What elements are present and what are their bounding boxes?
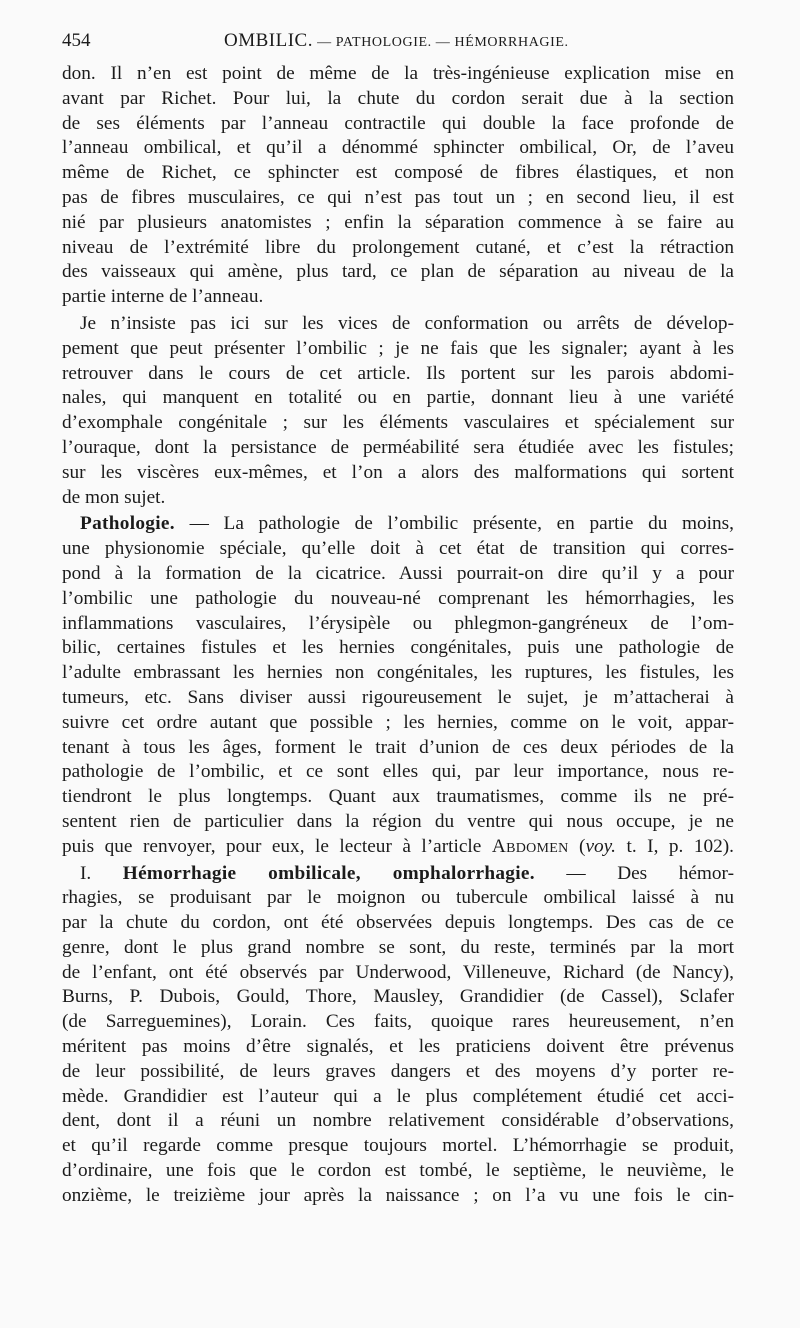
section-heading: Pathologie. (80, 513, 175, 535)
text-line: onzième, le treizième jour après la naissance ; on l’a vu une fois le cin- (62, 1184, 734, 1206)
section-number: I. (80, 862, 123, 884)
text-line: Burns, P. Dubois, Gould, Thore, Mausley, Grandidier (de Cassel), Sclafer (62, 986, 734, 1008)
text-line: tiendront le plus longtemps. Quant aux traumatismes, comme ils ne pré- (62, 786, 734, 808)
paragraph-hemorrhagie (62, 862, 734, 1209)
text-line: Je n’insiste pas ici sur les vices de conformation ou arrêts de dévelop- (80, 312, 734, 334)
text-line: l’anneau ombilical, et qu’il a dénommé sphincter ombilical, Or, de l’aveu (62, 137, 734, 159)
heading-rest: — Des hémor- (534, 862, 734, 884)
text-fragment: puis que renvoyer, pour eux, le lecteur à l’article (62, 835, 492, 857)
paragraph-pathologie (62, 512, 734, 859)
text-line: inflammations vasculaires, l’érysipèle ou phlegmon-gangréneux de l’om- (62, 612, 734, 634)
text-line: d’exomphale congénitale ; sur les éléments vasculaires et spécialement sur (62, 412, 734, 434)
text-line: pond à la formation de la cicatrice. Aussi pourrait-on dire qu’il y a pour (62, 562, 734, 584)
text-line: de mon sujet. (62, 486, 166, 508)
text-line: d’ordinaire, une fois que le cordon est tombé, le septième, le neuvième, le (62, 1160, 734, 1182)
text-line: l’ouraque, dont la persistance de perméabilité sera étudiée avec les fistules; (62, 436, 734, 458)
text-line: de l’enfant, ont été observés par Underwood, Villeneuve, Richard (de Nancy), (62, 961, 734, 983)
text-fragment: t. I, p. 102). (615, 835, 734, 857)
running-title (224, 30, 569, 52)
page-number: 454 (62, 30, 91, 51)
text-line: tenant à tous les âges, forment le trait d’union de ces deux périodes de la (62, 736, 734, 758)
paragraph-1 (62, 62, 734, 310)
text-line: retrouver dans le cours de cet article. Ils portent sur les parois abdomi- (62, 362, 734, 384)
text-line: dent, dont il a réuni un nombre relativement considérable d’observations, (62, 1110, 734, 1132)
text-line: même de Richet, ce sphincter est composé de fibres élastiques, et non (62, 162, 734, 184)
text-line: genre, dont le plus grand nombre se sont, du reste, terminés par la mort (62, 936, 734, 958)
text-line: l’adulte embrassant les hernies non congénitales, les ruptures, les fistules, les (62, 662, 734, 684)
text-line: pement que peut présenter l’ombilic ; je ne fais que les signaler; ayant à les (62, 337, 734, 359)
text-line: sentent rien de particulier dans la région du ventre qui nous occupe, je ne (62, 810, 734, 832)
running-title-rest: — PATHOLOGIE. — HÉMORRHAGIE. (312, 35, 569, 50)
running-title-main: OMBILIC. (224, 30, 313, 51)
body-text (62, 62, 734, 1209)
text-line (62, 835, 734, 860)
text-line: rhagies, se produisant par le moignon ou tubercule ombilical laissé à nu (62, 887, 734, 909)
text-line: pathologie de l’ombilic, et ce sont elles qui, par leur importance, nous re- (62, 761, 734, 783)
text-line: avant par Richet. Pour lui, la chute du cordon serait due à la section (62, 87, 734, 109)
paragraph-2 (62, 312, 734, 510)
text-line (62, 862, 734, 887)
text-line: don. Il n’en est point de même de la très-ingénieuse explication mise en (62, 63, 734, 84)
section-heading: Hémorrhagie ombilicale, omphalorrhagie. (122, 862, 535, 884)
text-line: de leur possibilité, de leurs graves dangers et des moyens d’y porter re- (62, 1060, 734, 1082)
text-line: par la chute du cordon, ont été observées depuis longtemps. Des cas de ce (62, 912, 734, 934)
article-reference: Abdomen (491, 835, 569, 857)
text-line: de ses éléments par l’anneau contractile qui double la face profonde de (62, 112, 734, 134)
text-line: bilic, certaines fistules et les hernies congénitales, puis une pathologie de (62, 637, 734, 659)
text-line: une physionomie spéciale, qu’elle doit à cet état de transition qui corres- (62, 538, 734, 560)
text-line: l’ombilic une pathologie du nouveau-né comprenant les hémorrhagies, les (62, 587, 734, 609)
text-line: sur les viscères eux-mêmes, et l’on a alors des malformations qui sortent (62, 461, 734, 483)
text-line: méritent pas moins d’être signalés, et les praticiens doivent être prévenus (62, 1036, 734, 1058)
text-line: des vaisseaux qui amène, plus tard, ce plan de séparation au niveau de la (62, 261, 734, 283)
text-line: suivre cet ordre autant que possible ; les hernies, comme on le voit, appar- (62, 711, 734, 733)
text-line: tumeurs, etc. Sans diviser aussi rigoureusement le sujet, je m’attacherai à (62, 686, 734, 708)
voy-abbreviation: voy. (585, 835, 616, 857)
running-header (62, 26, 734, 58)
text-line: pas de fibres musculaires, ce qui n’est pas tout un ; en second lieu, il est (62, 186, 734, 208)
heading-rest: — La pathologie de l’ombilic présente, en partie du moins, (174, 513, 734, 535)
text-line: mède. Grandidier est l’auteur qui a le plus complétement étudié cet acci- (62, 1085, 734, 1107)
text-line: et qu’il regarde comme presque toujours mortel. L’hémorrhagie se produit, (62, 1135, 734, 1157)
text-line: niveau de l’extrémité libre du prolongement cutané, et c’est la rétraction (62, 236, 734, 258)
text-line: partie interne de l’anneau. (62, 286, 264, 308)
text-line: (de Sarreguemines), Lorain. Ces faits, quoique rares heureusement, n’en (62, 1011, 734, 1033)
text-line (62, 512, 734, 537)
text-line: nales, qui manquent en totalité ou en partie, donnant lieu à une variété (62, 387, 734, 409)
text-fragment: ( (568, 835, 586, 857)
text-line: nié par plusieurs anatomistes ; enfin la séparation commence à se faire au (62, 211, 734, 233)
